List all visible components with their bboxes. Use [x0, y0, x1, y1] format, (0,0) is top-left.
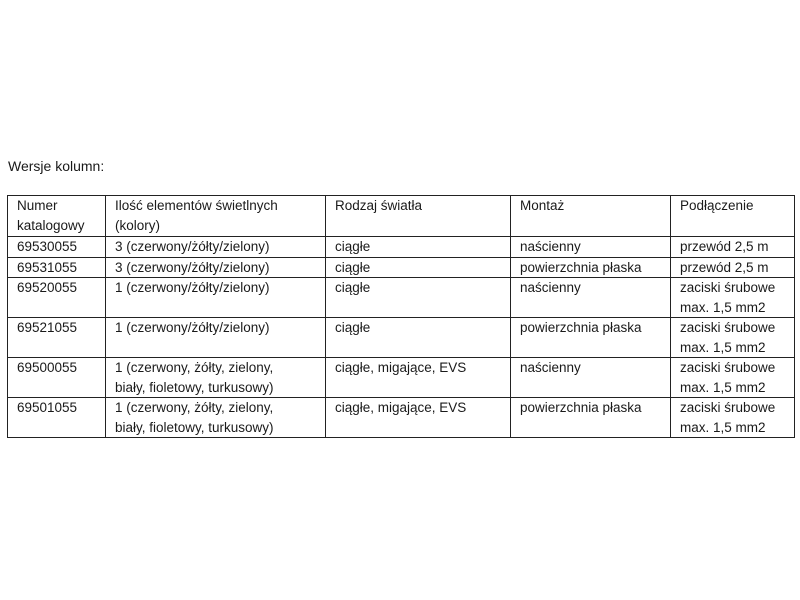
cell-mounting — [511, 318, 671, 358]
cell-text: ciągłe — [335, 239, 371, 254]
cell-light-type — [326, 318, 511, 358]
cell-text: 1 (czerwony, żółty, zielony, — [115, 360, 274, 375]
header-light-elements-line1: Ilość elementów świetlnych — [115, 198, 278, 213]
header-light-type-text: Rodzaj światła — [335, 198, 423, 213]
table-row — [8, 237, 795, 258]
cell-text: ciągłe — [335, 259, 371, 275]
cell-catalog-number — [8, 358, 106, 398]
cell-connection — [671, 278, 795, 318]
cell-text: ciągłe, migające, EVS — [335, 400, 467, 415]
cell-text: naścienny — [520, 280, 581, 295]
cell-text: ciągłe — [335, 320, 371, 335]
cell-text: ciągłe, migające, EVS — [335, 360, 467, 375]
column-versions-table — [7, 195, 795, 438]
cell-text: zaciski śrubowe — [680, 320, 776, 335]
header-light-type — [326, 196, 511, 237]
cell-text: 69501055 — [17, 400, 78, 415]
cell-text: 69530055 — [17, 239, 78, 254]
cell-text: max. 1,5 mm2 — [680, 299, 766, 315]
cell-text: max. 1,5 mm2 — [680, 379, 766, 395]
cell-text: zaciski śrubowe — [680, 360, 776, 375]
cell-catalog-number — [8, 318, 106, 358]
cell-text: przewód 2,5 m — [680, 239, 769, 254]
cell-text: naścienny — [520, 239, 581, 254]
cell-catalog-number — [8, 237, 106, 258]
cell-catalog-number — [8, 398, 106, 438]
cell-light-type — [326, 257, 511, 278]
cell-catalog-number — [8, 278, 106, 318]
header-light-elements — [106, 196, 326, 237]
cell-text: 1 (czerwony/żółty/zielony) — [115, 280, 270, 295]
cell-text: max. 1,5 mm2 — [680, 339, 766, 355]
cell-light-elements — [106, 257, 326, 278]
cell-text: powierzchnia płaska — [520, 320, 642, 335]
cell-connection — [671, 318, 795, 358]
cell-catalog-number — [8, 257, 106, 278]
cell-text: 1 (czerwony/żółty/zielony) — [115, 320, 270, 335]
cell-light-elements — [106, 358, 326, 398]
cell-text: zaciski śrubowe — [680, 400, 776, 415]
cell-light-type — [326, 358, 511, 398]
cell-text: 69520055 — [17, 280, 78, 295]
cell-light-type — [326, 278, 511, 318]
header-mounting — [511, 196, 671, 237]
table-row — [8, 358, 795, 398]
header-light-elements-line2: (kolory) — [115, 217, 161, 233]
cell-text: ciągłe — [335, 280, 371, 295]
table-row — [8, 318, 795, 358]
header-connection-text: Podłączenie — [680, 198, 754, 213]
table-row — [8, 257, 795, 278]
cell-mounting — [511, 398, 671, 438]
cell-text: zaciski śrubowe — [680, 280, 776, 295]
table-header-row — [8, 196, 795, 237]
header-mounting-text: Montaż — [520, 198, 565, 213]
cell-light-elements — [106, 398, 326, 438]
header-connection — [671, 196, 795, 237]
cell-text: przewód 2,5 m — [680, 259, 769, 275]
header-catalog-number-line2: katalogowy — [17, 217, 85, 233]
cell-mounting — [511, 237, 671, 258]
header-catalog-number-line1: Numer — [17, 198, 58, 213]
table-caption: Wersje kolumn: — [8, 158, 105, 174]
cell-text: 1 (czerwony, żółty, zielony, — [115, 400, 274, 415]
cell-text: powierzchnia płaska — [520, 259, 642, 275]
cell-mounting — [511, 278, 671, 318]
cell-text: biały, fioletowy, turkusowy) — [115, 419, 274, 435]
cell-light-type — [326, 237, 511, 258]
cell-text: 69500055 — [17, 360, 78, 375]
cell-text: 69531055 — [17, 259, 78, 275]
cell-text: max. 1,5 mm2 — [680, 419, 766, 435]
cell-connection — [671, 358, 795, 398]
cell-text: 69521055 — [17, 320, 78, 335]
cell-connection — [671, 257, 795, 278]
cell-light-type — [326, 398, 511, 438]
cell-light-elements — [106, 318, 326, 358]
cell-text: 3 (czerwony/żółty/zielony) — [115, 239, 270, 254]
header-catalog-number — [8, 196, 106, 237]
cell-connection — [671, 237, 795, 258]
cell-text: biały, fioletowy, turkusowy) — [115, 379, 274, 395]
cell-light-elements — [106, 278, 326, 318]
table-row — [8, 398, 795, 438]
cell-text: 3 (czerwony/żółty/zielony) — [115, 259, 270, 275]
cell-text: powierzchnia płaska — [520, 400, 642, 415]
cell-text: naścienny — [520, 360, 581, 375]
cell-light-elements — [106, 237, 326, 258]
cell-mounting — [511, 358, 671, 398]
table-row — [8, 278, 795, 318]
cell-connection — [671, 398, 795, 438]
cell-mounting — [511, 257, 671, 278]
